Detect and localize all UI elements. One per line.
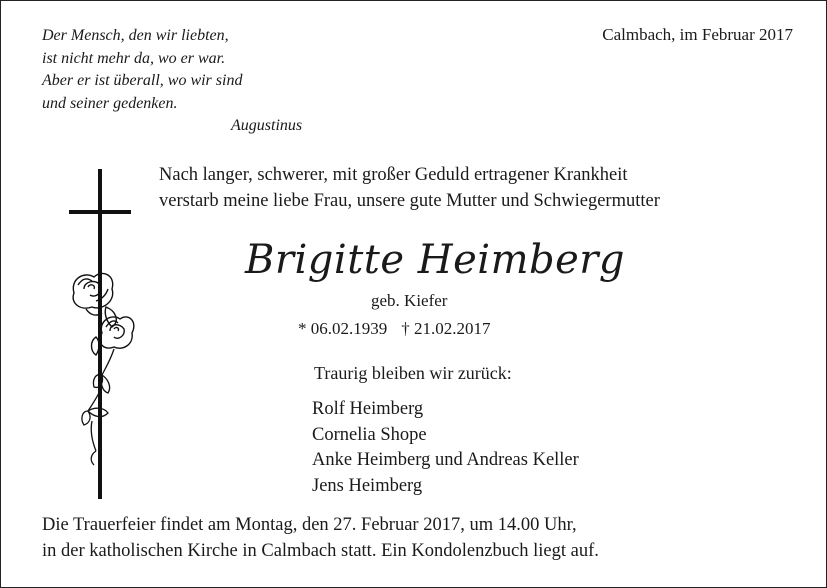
- cross-with-roses-icon: [56, 161, 156, 501]
- mourner-name: Anke Heimberg und Andreas Keller: [312, 450, 579, 470]
- maiden-name: geb. Kiefer: [371, 291, 448, 310]
- mourner-name: Jens Heimberg: [312, 475, 423, 496]
- service-info: [42, 512, 599, 564]
- place-date: Calmbach, im Februar 2017: [602, 25, 793, 44]
- mourners-heading: Traurig bleiben wir zurück:: [314, 363, 512, 383]
- death-date: † 21.02.2017: [401, 319, 491, 338]
- intro-line: verstarb meine liebe Frau, unsere gute Mutter und Schwiegermutter: [159, 190, 660, 211]
- deceased-name: Brigitte Heimberg: [245, 237, 626, 283]
- intro-text: [159, 163, 660, 214]
- poem-line: und seiner gedenken.: [42, 94, 178, 112]
- service-line: in der katholischen Kirche in Calmbach statt. Ein Kondolenzbuch liegt auf.: [42, 541, 599, 561]
- poem-line: ist nicht mehr da, wo er war.: [42, 49, 226, 67]
- mourner-name: Cornelia Shope: [312, 424, 427, 445]
- life-dates: [298, 319, 505, 339]
- mourners-list: [312, 397, 579, 499]
- intro-line: Nach langer, schwerer, mit großer Geduld ertragener Krankheit: [159, 165, 628, 185]
- poem-author: Augustinus: [231, 117, 303, 134]
- poem-line: Der Mensch, den wir liebten,: [42, 27, 229, 44]
- mourner-name: Rolf Heimberg: [312, 399, 424, 419]
- poem-line: Aber er ist überall, wo wir sind: [42, 72, 243, 89]
- birth-date: * 06.02.1939: [298, 319, 388, 338]
- poem: [42, 25, 242, 115]
- service-line: Die Trauerfeier findet am Montag, den 27. Februar 2017, um 14.00 Uhr,: [42, 515, 577, 535]
